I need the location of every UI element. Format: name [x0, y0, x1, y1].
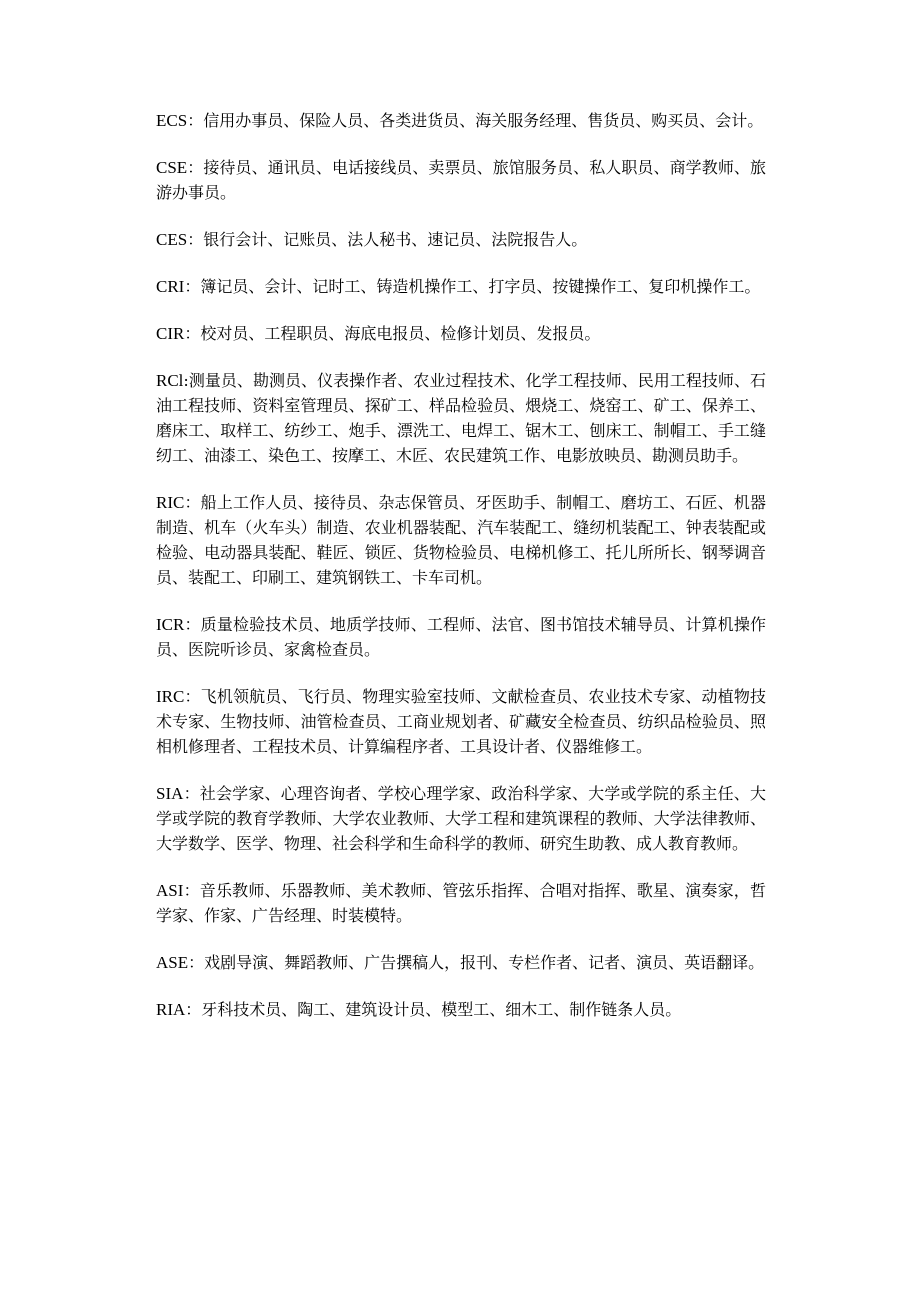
- entry-separator: ：: [183, 881, 200, 900]
- entry-text: 牙科技术员、陶工、建筑设计员、模型工、细木工、制作链条人员。: [201, 1000, 682, 1019]
- entry-asi: [156, 878, 766, 928]
- entry-code: ASI: [156, 881, 184, 900]
- entry-text: 质量检验技术员、地质学技师、工程师、法官、图书馆技术辅导员、计算机操作员、医院听诊员、家禽检查员。: [156, 615, 766, 659]
- entry-separator: ：: [183, 784, 200, 803]
- entry-text: 校对员、工程职员、海底电报员、检修计划员、发报员。: [200, 324, 601, 343]
- entry-text: 接待员、通讯员、电话接线员、卖票员、旅馆服务员、私人职员、商学教师、旅游办事员。: [156, 158, 766, 202]
- entry-code: RCl: [156, 371, 184, 390]
- entry-ase: [156, 950, 766, 975]
- entry-text: 船上工作人员、接待员、杂志保管员、牙医助手、制帽工、磨坊工、石匠、机器制造、机车（火车头）制造、农业机器装配、汽车装配工、缝纫机装配工、钟表装配或检验、电动器具装配、鞋匠、锁匠、货物检验员、电梯机修工、托儿所所长、钢琴调音员、装配工、印刷工、建筑钢铁工、卡车司机。: [156, 493, 766, 587]
- entry-code: RIC: [156, 493, 185, 512]
- entry-icr: [156, 612, 766, 662]
- entry-separator: ：: [184, 324, 201, 343]
- entry-text: 戏剧导演、舞蹈教师、广告撰稿人，报刊、专栏作者、记者、演员、英语翻译。: [204, 953, 765, 972]
- entry-code: ASE: [156, 953, 189, 972]
- entry-text: 飞机领航员、飞行员、物理实验室技师、文献检查员、农业技术专家、动植物技术专家、生物技师、油管检查员、工商业规划者、矿藏安全检查员、纺织品检验员、照相机修理者、工程技术员、计算编程序者、工具设计者、仪器维修工。: [156, 687, 766, 756]
- entry-code: ECS: [156, 111, 188, 130]
- entry-text: 簿记员、会计、记时工、铸造机操作工、打字员、按键操作工、复印机操作工。: [200, 277, 761, 296]
- entry-code: CIR: [156, 324, 185, 343]
- entry-code: RIA: [156, 1000, 186, 1019]
- entry-separator: ：: [184, 493, 201, 512]
- entry-code: CRI: [156, 277, 185, 296]
- entry-separator: ：: [187, 230, 204, 249]
- entry-code: SIA: [156, 784, 184, 803]
- entry-separator: ：: [184, 687, 201, 706]
- entry-code: IRC: [156, 687, 185, 706]
- entry-separator: ：: [184, 277, 201, 296]
- entry-code: CSE: [156, 158, 188, 177]
- entry-text: 信用办事员、保险人员、各类进货员、海关服务经理、售货员、购买员、会计。: [203, 111, 764, 130]
- entry-irc: [156, 684, 766, 759]
- entry-separator: :: [183, 371, 189, 390]
- entry-rcl: [156, 368, 766, 468]
- occupation-list: [156, 108, 766, 1044]
- entry-text: 音乐教师、乐器教师、美术教师、管弦乐指挥、合唱对指挥、歌星、演奏家，哲学家、作家、广告经理、时装模特。: [156, 881, 766, 925]
- entry-ria: [156, 997, 766, 1022]
- entry-text: 测量员、勘测员、仪表操作者、农业过程技术、化学工程技师、民用工程技师、石油工程技师、资料室管理员、探矿工、样品检验员、煨烧工、烧窑工、矿工、保养工、磨床工、取样工、纺纱工、炮手、漂洗工、电焊工、锯木工、刨床工、制帽工、手工缝纫工、油漆工、染色工、按摩工、木匠、农民建筑工作、电影放映员、勘测员助手。: [156, 371, 766, 465]
- entry-ric: [156, 490, 766, 590]
- entry-text: 社会学家、心理咨询者、学校心理学家、政治科学家、大学或学院的系主任、大学或学院的教育学教师、大学农业教师、大学工程和建筑课程的教师、大学法律教师、大学数学、医学、物理、社会科学和生命科学的教师、研究生助教、成人教育教师。: [156, 784, 766, 853]
- entry-code: ICR: [156, 615, 185, 634]
- entry-text: 银行会计、记账员、法人秘书、速记员、法院报告人。: [203, 230, 588, 249]
- entry-separator: ：: [185, 1000, 202, 1019]
- entry-separator: ：: [187, 111, 204, 130]
- entry-sia: [156, 781, 766, 856]
- entry-cir: [156, 321, 766, 346]
- entry-ecs: [156, 108, 766, 133]
- entry-ces: [156, 227, 766, 252]
- entry-separator: ：: [184, 615, 201, 634]
- entry-separator: ：: [188, 953, 205, 972]
- entry-cse: [156, 155, 766, 205]
- entry-separator: ：: [187, 158, 204, 177]
- entry-code: CES: [156, 230, 188, 249]
- entry-cri: [156, 274, 766, 299]
